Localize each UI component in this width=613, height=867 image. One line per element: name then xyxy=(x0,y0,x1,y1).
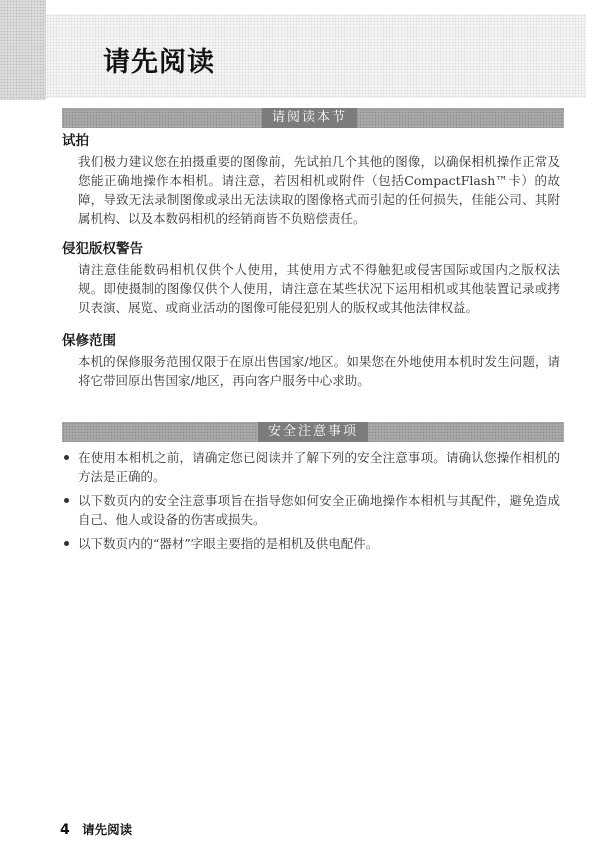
section-bar-label: 安全注意事项 xyxy=(258,422,368,442)
paragraph-copyright-warning: 请注意佳能数码相机仅供个人使用，其使用方式不得触犯或侵害国际或国内之版权法规。即使摄制的图像仅供个人使用，请注意在某些状况下运用相机或其他装置记录或拷贝表演、展览、或商业活动的图像可能侵犯别人的版权或其他法律权益。 xyxy=(78,262,560,315)
section-bar-read-this xyxy=(62,108,564,128)
section-bar-label: 请阅读本节 xyxy=(262,108,357,128)
safety-bullet-list xyxy=(62,448,560,558)
list-item xyxy=(62,491,560,529)
paragraph-warranty: 本机的保修服务范围仅限于在原出售国家/地区。如果您在外地使用本机时发生问题，请将它带回原出售国家/地区，再向客户服务中心求助。 xyxy=(78,354,560,388)
running-title: 请先阅读 xyxy=(82,822,133,837)
bullet-text: 以下数页内的安全注意事项旨在指导您如何安全正确地操作本相机与其配件，避免造成自己、他人或设备的伤害或损失。 xyxy=(78,493,560,527)
corner-shade xyxy=(0,0,46,100)
bullet-text: 在使用本相机之前，请确定您已阅读并了解下列的安全注意事项。请确认您操作相机的方法是正确的。 xyxy=(78,450,560,484)
page-number: 4 xyxy=(60,822,70,838)
paragraph-test-shots: 我们极力建议您在拍摄重要的图像前，先试拍几个其他的图像，以确保相机操作正常及您能正确地操作本相机。请注意，若因相机或附件（包括CompactFlash™卡）的故障，导致无法录制图像或录出无法读取的图像格式而引起的任何损失，佳能公司、其附属机构、以及本数码相机的经销商皆不负赔偿责任。 xyxy=(78,154,560,226)
bullet-text: 以下数页内的“器材”字眼主要指的是相机及供电配件。 xyxy=(78,536,379,551)
list-item xyxy=(62,448,560,486)
page-title: 请先阅读 xyxy=(103,47,215,78)
bullet-icon xyxy=(64,455,69,460)
heading-copyright-warning: 侵犯版权警告 xyxy=(62,241,143,257)
list-item xyxy=(62,534,560,553)
page-footer xyxy=(60,820,132,838)
section-bar-safety xyxy=(62,422,564,442)
heading-warranty: 保修范围 xyxy=(62,333,116,349)
bullet-icon xyxy=(64,498,69,503)
heading-test-shots: 试拍 xyxy=(62,133,89,149)
bullet-icon xyxy=(64,541,69,546)
